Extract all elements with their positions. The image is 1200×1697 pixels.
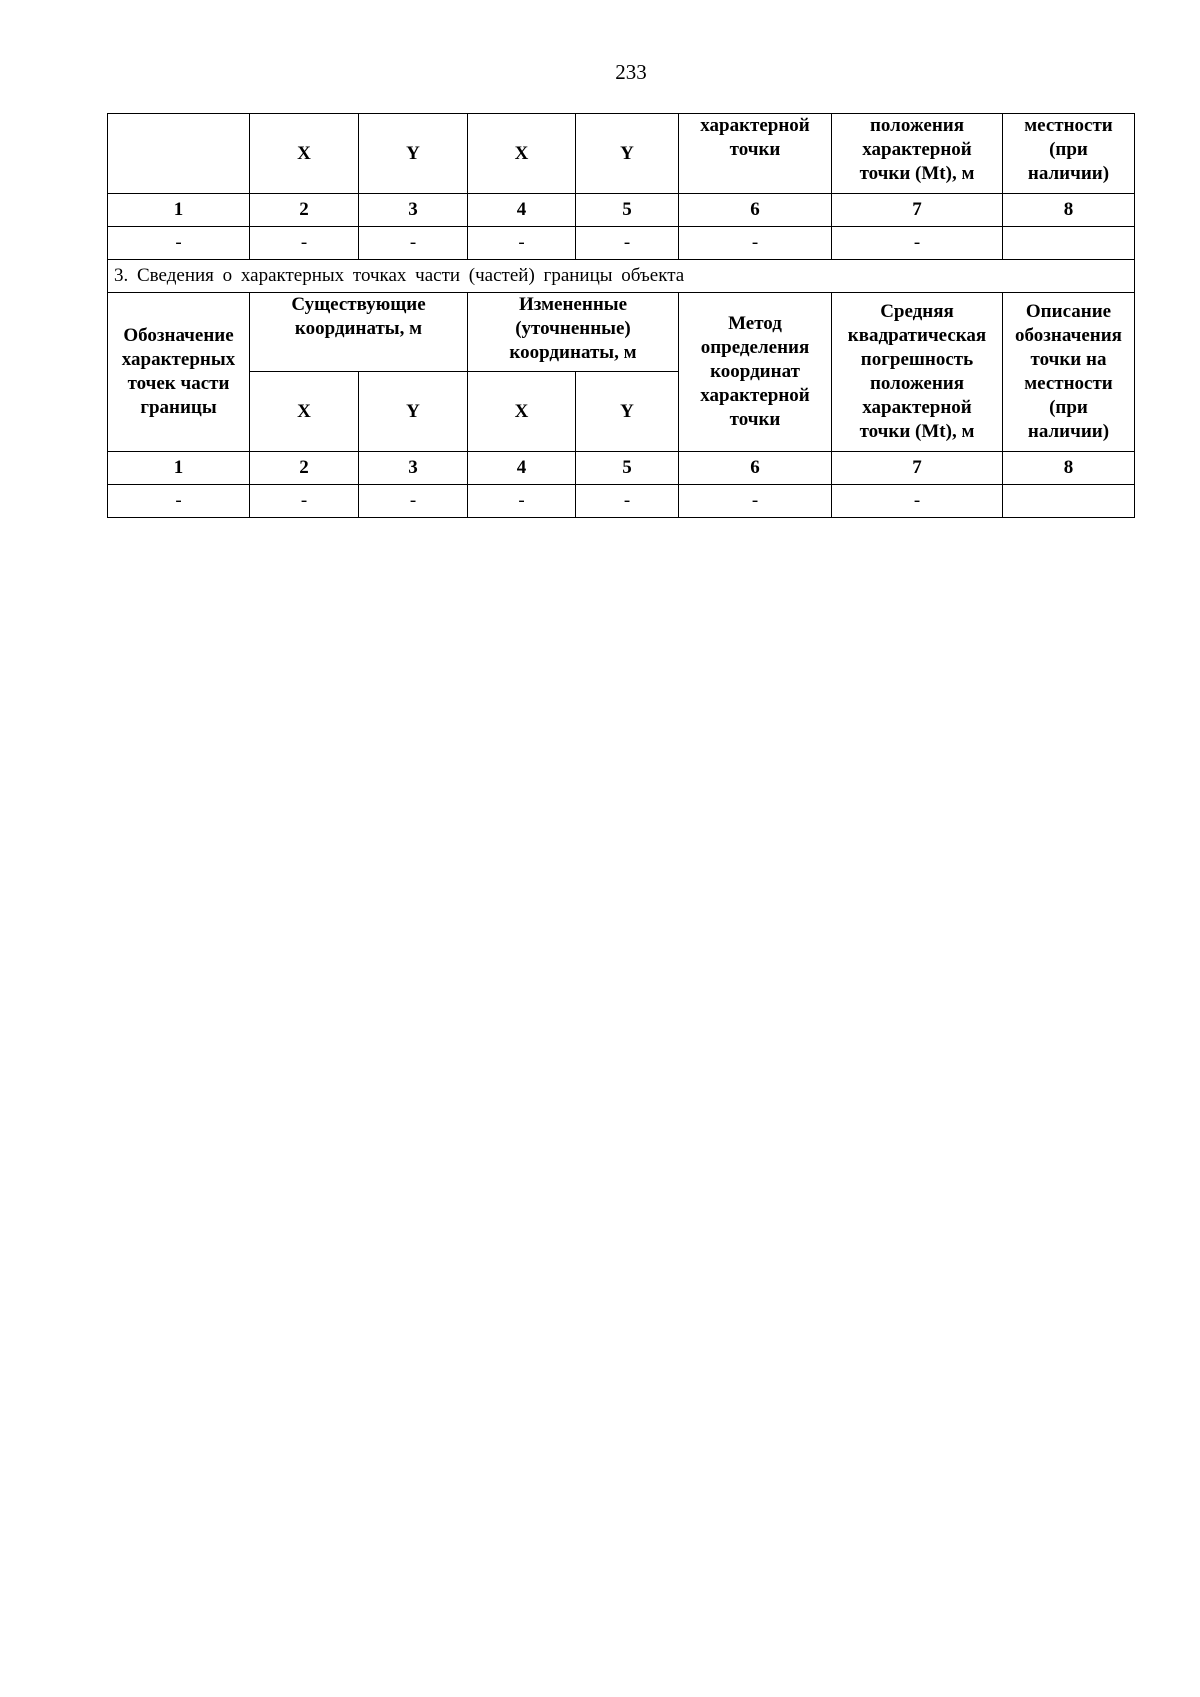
column-number: 1 [108,194,250,227]
column-number: 7 [832,452,1003,485]
column-number: 3 [359,452,468,485]
table-cell: - [359,485,468,518]
column-number: 4 [468,194,576,227]
header-cell-description: местности (при наличии) [1003,114,1135,194]
header-cell-y: Y [359,114,468,194]
table-cell: - [468,485,576,518]
table-cell: - [359,227,468,260]
table-cell: - [108,485,250,518]
header-cell-y: Y [576,114,679,194]
column-number: 6 [679,194,832,227]
continued-header-row [108,114,1135,194]
header-designation: Обозначение характерных точек части границы [108,293,250,452]
table-cell: - [468,227,576,260]
table-cell: - [576,227,679,260]
table-cell: - [250,485,359,518]
table-cell: - [679,485,832,518]
table-row [108,227,1135,260]
header-cell-y: Y [576,372,679,452]
table-cell: - [832,485,1003,518]
section3-header-row [108,293,1135,372]
header-cell-method: характерной точки [679,114,832,194]
column-number: 1 [108,452,250,485]
header-cell-x: X [468,114,576,194]
header-description: Описание обозначения точки на местности (при наличии) [1003,293,1135,452]
column-number-row [108,194,1135,227]
table-cell: - [679,227,832,260]
column-number: 3 [359,194,468,227]
header-cell-error: положения характерной точки (Mt), м [832,114,1003,194]
header-changed-coordinates: Измененные (уточненные) координаты, м [468,293,679,372]
header-method: Метод определения координат характерной точки [679,293,832,452]
table-cell [1003,227,1135,260]
page-number: 233 [615,60,647,84]
header-error: Средняя квадратическая погрешность положения характерной точки (Mt), м [832,293,1003,452]
column-number: 5 [576,452,679,485]
column-number-row [108,452,1135,485]
section-title-row [108,260,1135,293]
header-cell-x: X [250,114,359,194]
table-row [108,485,1135,518]
column-number: 6 [679,452,832,485]
header-cell [108,114,250,194]
table-cell: - [250,227,359,260]
table-cell [1003,485,1135,518]
column-number: 2 [250,452,359,485]
header-cell-x: X [468,372,576,452]
header-cell-x: X [250,372,359,452]
header-existing-coordinates: Существующие координаты, м [250,293,468,372]
table-cell: - [832,227,1003,260]
column-number: 7 [832,194,1003,227]
table-cell: - [576,485,679,518]
column-number: 4 [468,452,576,485]
column-number: 8 [1003,452,1135,485]
column-number: 8 [1003,194,1135,227]
column-number: 2 [250,194,359,227]
header-cell-y: Y [359,372,468,452]
coordinates-table [107,113,1135,518]
table-cell: - [108,227,250,260]
column-number: 5 [576,194,679,227]
section-title: 3. Сведения о характерных точках части (частей) границы объекта [108,260,1135,293]
